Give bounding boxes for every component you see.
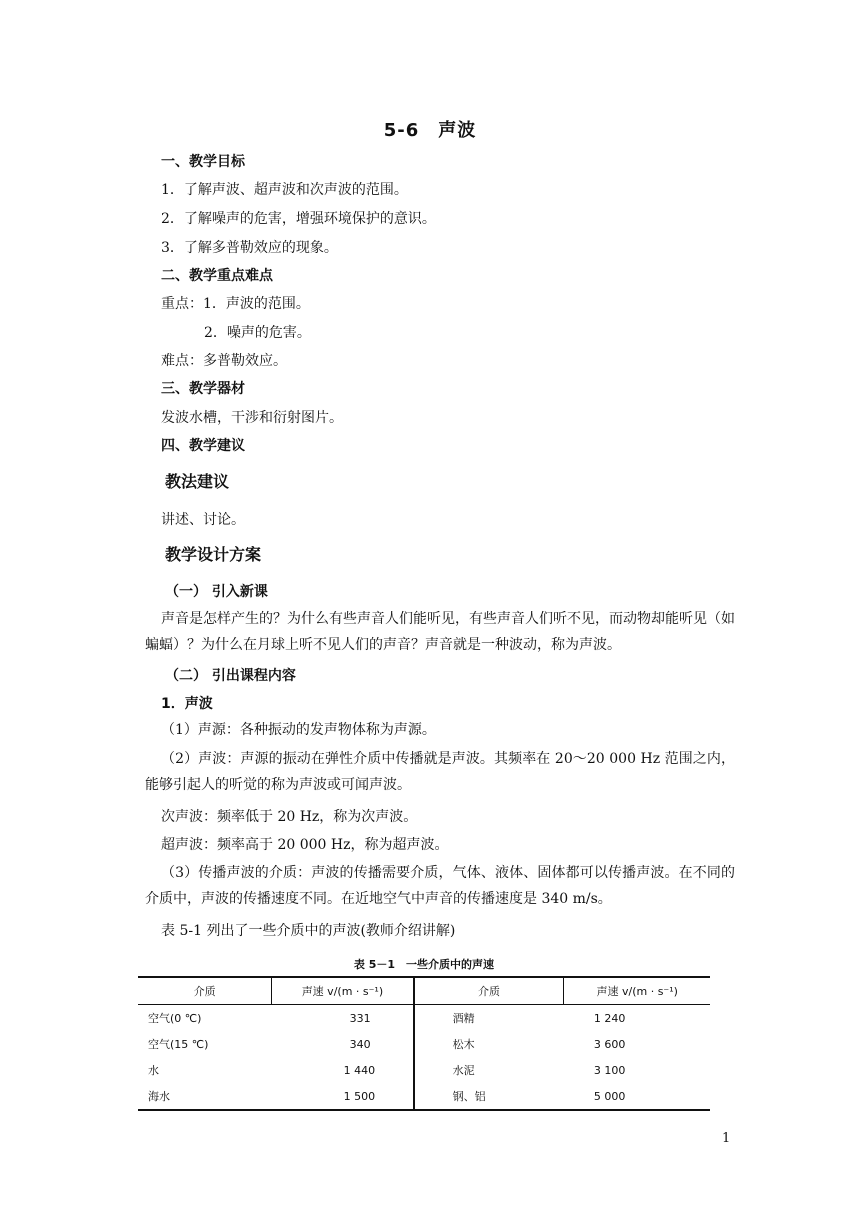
table-cell: 松木: [414, 1031, 564, 1057]
method-text: 讲述、讨论。: [161, 512, 245, 528]
key-point-item: 2．噪声的危害。: [204, 325, 311, 341]
table-cell: 1 440: [343, 1063, 376, 1077]
method-heading: 教法建议: [165, 472, 230, 491]
table-cell: 水: [148, 1064, 159, 1077]
paragraph-medium: （3）传播声波的介质：声波的传播需要介质，气体、液体、固体都可以传播声波。在不同的介质中，声波的传播速度不同。在近地空气中声音的传播速度是 340 m/s。: [145, 865, 735, 907]
table-cell: 钢、铝: [414, 1083, 564, 1110]
section-heading-key-points: 二、教学重点难点: [161, 268, 273, 284]
paragraph-sound-source: （1）声源：各种振动的发声物体称为声源。: [161, 722, 436, 738]
part1-heading: （一） 引入新课: [165, 584, 268, 600]
table-cell: 3 100: [593, 1063, 626, 1077]
table-row: [138, 1083, 710, 1110]
part2-heading: （二） 引出课程内容: [165, 668, 296, 684]
objective-item: 1．了解声波、超声波和次声波的范围。: [161, 182, 408, 198]
objective-item: 2．了解噪声的危害，增强环境保护的意识。: [161, 211, 436, 227]
page-number: 1: [722, 1131, 731, 1146]
table-cell: 海水: [138, 1083, 272, 1110]
paragraph-infrasound: 次声波：频率低于 20 Hz，称为次声波。: [161, 809, 418, 825]
table-cell: 3 600: [593, 1037, 626, 1051]
section-heading-equipment: 三、教学器材: [161, 381, 245, 397]
column-header: 介质: [138, 977, 272, 1005]
paragraph-table-intro: 表 5-1 列出了一些介质中的声波(教师介绍讲解): [161, 923, 456, 939]
table-cell: 5 000: [564, 1083, 710, 1110]
section-heading-objectives: 一、教学目标: [161, 154, 245, 170]
paragraph-sound-wave: （2）声波：声源的振动在弹性介质中传播就是声波。其频率在 20～20 000 Hz 范围之内，能够引起人的听觉的称为声波或可闻声波。: [145, 751, 735, 793]
table-cell: 331: [349, 1011, 371, 1025]
page-title: 5-6 声波: [383, 120, 477, 141]
table-row: [138, 1031, 710, 1057]
table-cell: 空气(15 ℃): [148, 1038, 209, 1051]
table-cell: 酒精: [414, 1005, 564, 1032]
table-header-row: [138, 977, 710, 1005]
column-header: 声速 v/(m · s⁻¹): [564, 977, 710, 1005]
table-cell: 1 240: [593, 1011, 626, 1025]
table-cell: 空气(0 ℃): [148, 1012, 202, 1025]
subsection-heading-sound-wave: 1．声波: [161, 696, 213, 712]
table-cell: 340: [349, 1037, 371, 1051]
section-heading-suggestions: 四、教学建议: [161, 438, 245, 454]
table-caption: 表 5－1 一些介质中的声速: [353, 958, 495, 971]
column-header: 介质: [414, 977, 564, 1005]
column-header: 声速 v/(m · s⁻¹): [272, 977, 414, 1005]
paragraph-ultrasound: 超声波：频率高于 20 000 Hz，称为超声波。: [161, 837, 449, 853]
table-row: [138, 1057, 710, 1083]
equipment-text: 发波水槽，干涉和衍射图片。: [161, 410, 343, 426]
objective-item: 3．了解多普勒效应的现象。: [161, 240, 338, 256]
sound-speed-table: [138, 976, 710, 1111]
design-heading: 教学设计方案: [165, 545, 262, 564]
table-cell: 1 500: [272, 1083, 414, 1110]
table-row: [138, 1005, 710, 1032]
difficulty-item: 难点：多普勒效应。: [161, 353, 287, 369]
part1-paragraph: 声音是怎样产生的？为什么有些声音人们能听见，有些声音人们听不见，而动物却能听见（如蝙蝠）？为什么在月球上听不见人们的声音？声音就是一种波动，称为声波。: [145, 611, 735, 653]
key-point-item: 重点：1．声波的范围。: [161, 296, 310, 312]
table-cell: 水泥: [414, 1057, 564, 1083]
